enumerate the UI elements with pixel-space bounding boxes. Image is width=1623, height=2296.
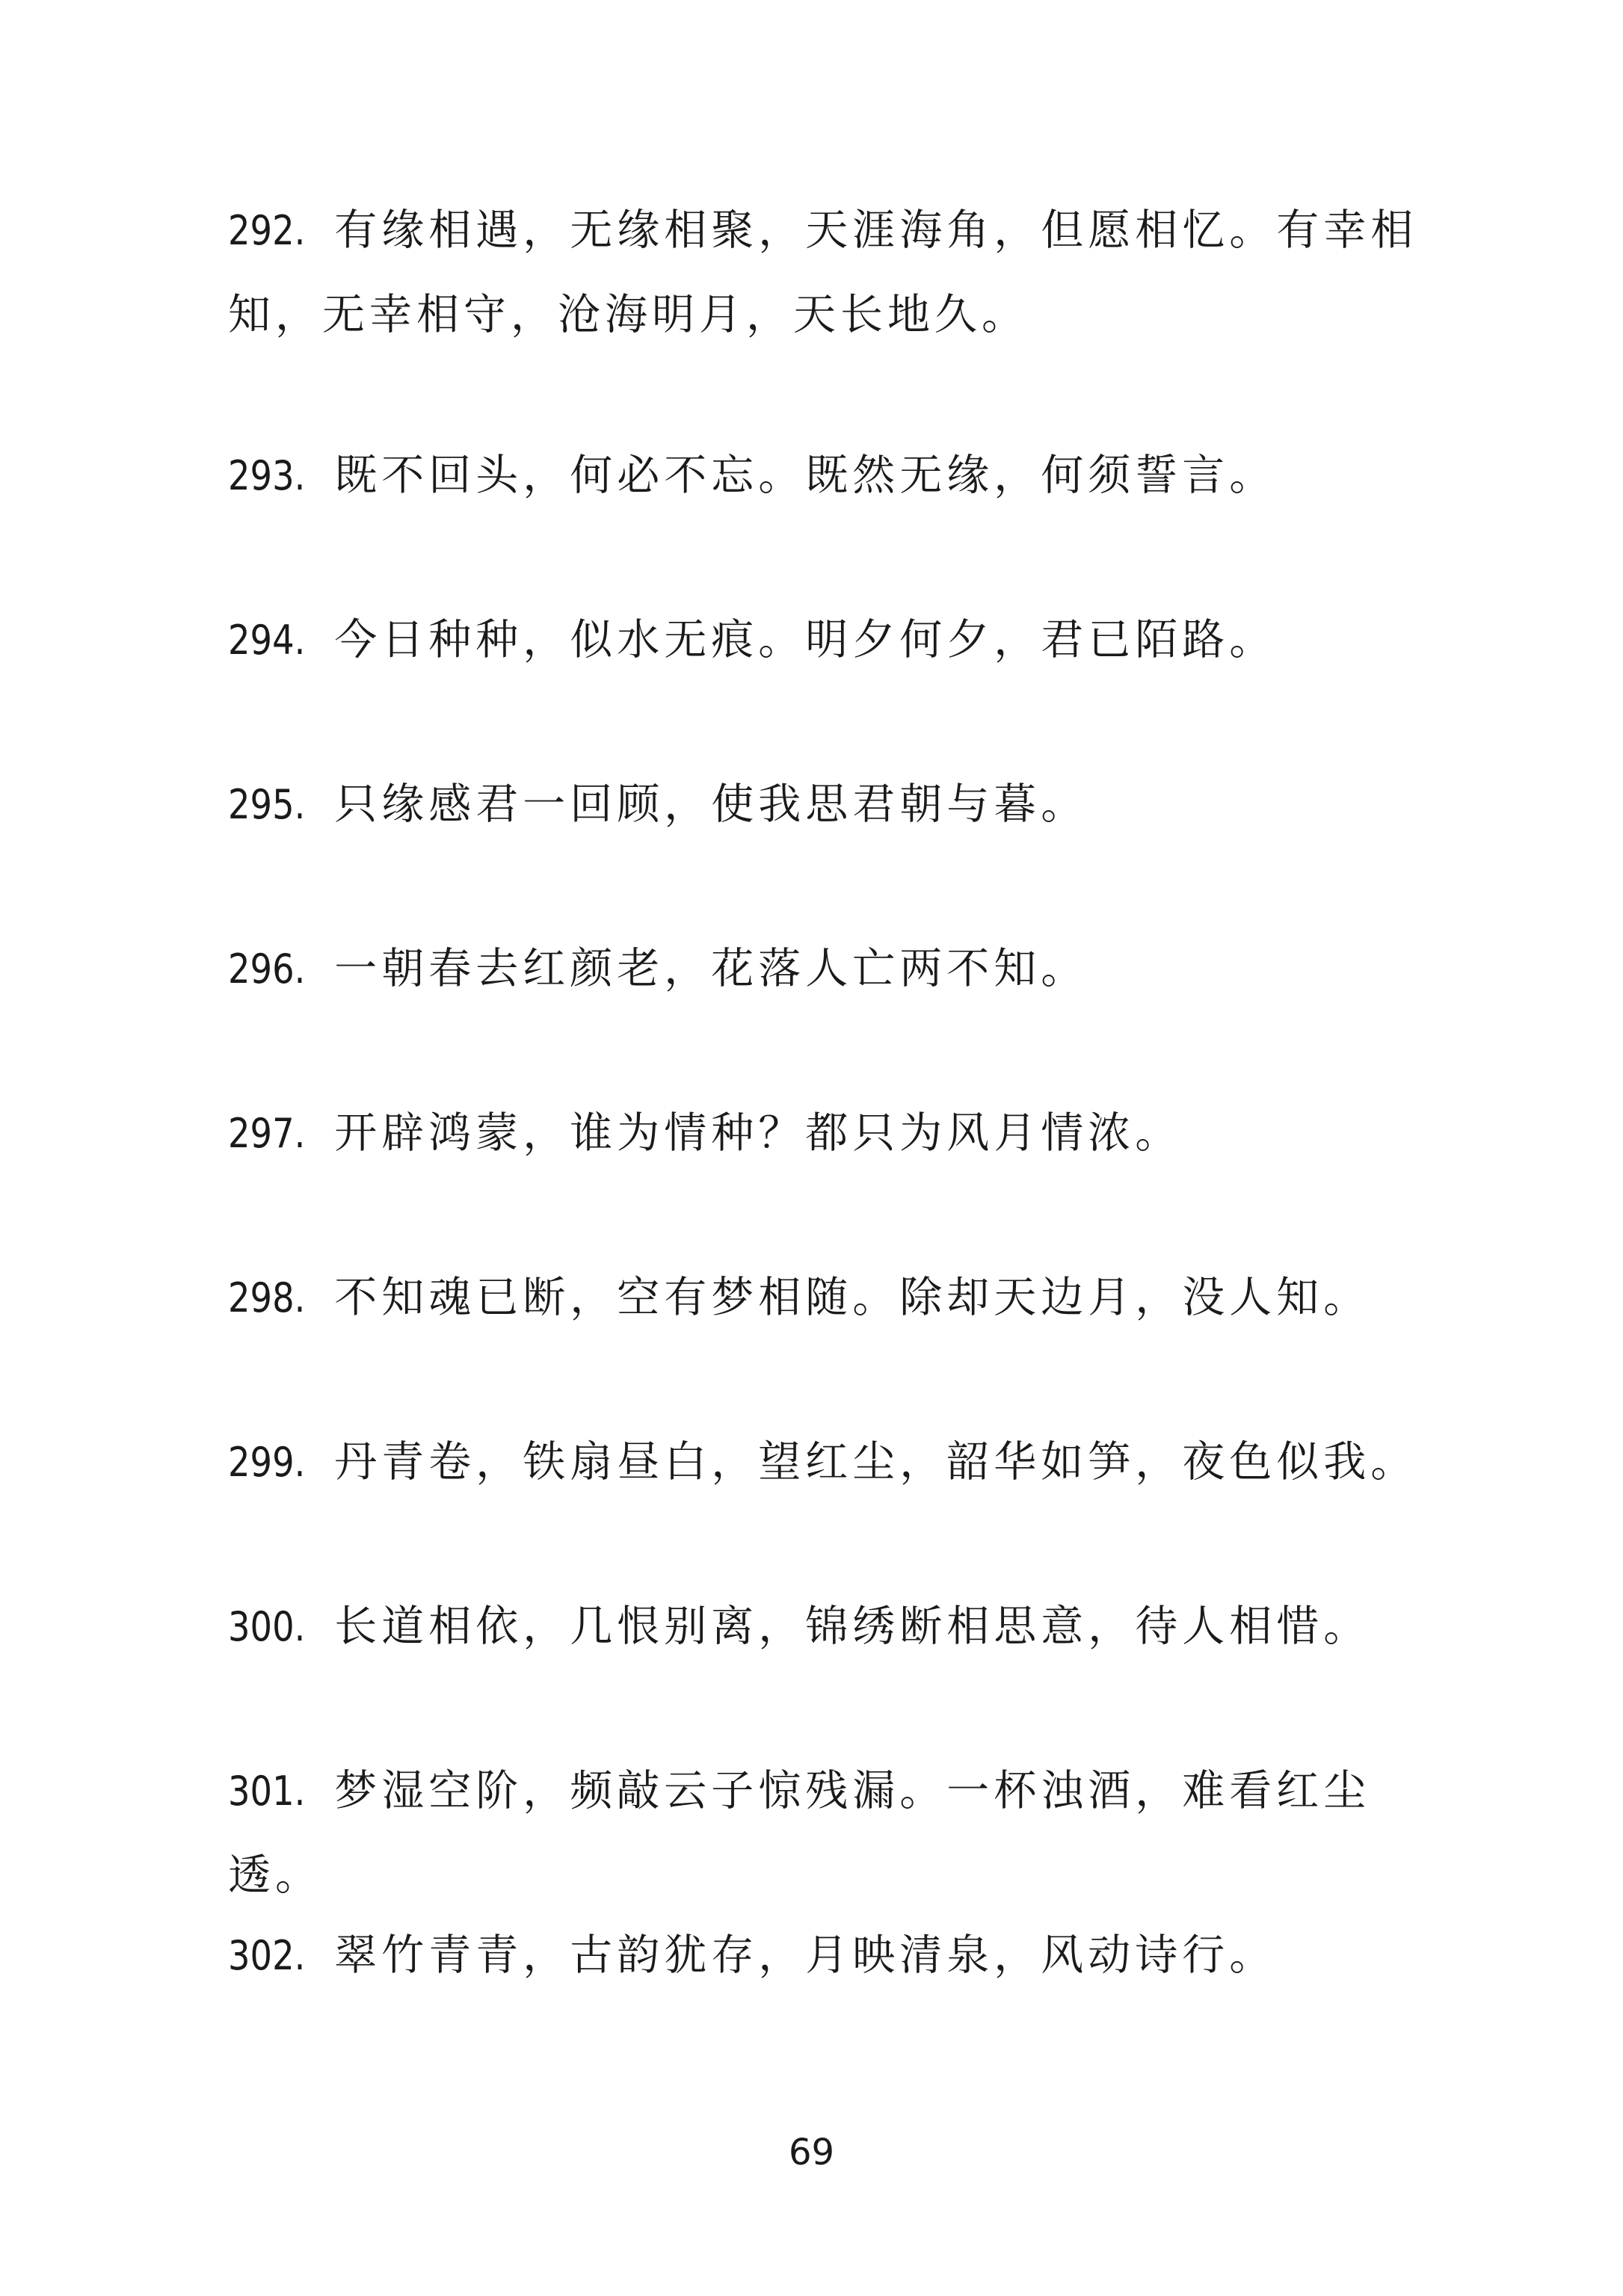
entry-301: [228, 1749, 1424, 1917]
page-number: 69: [788, 2132, 835, 2173]
entry-number: 297.: [228, 1110, 306, 1157]
entry-297: [228, 1091, 1424, 1176]
entry-number: 293.: [228, 452, 306, 499]
entry-292: [228, 188, 1424, 357]
entry-299: [228, 1420, 1424, 1505]
entry-text: 一朝春去红颜老，花落人亡两不知。: [334, 944, 1088, 993]
entry-text: 梦湿空阶，频敲云子惊残漏。一杯浊酒，难看红尘透。: [228, 1766, 1371, 1900]
entry-number: 295.: [228, 781, 306, 828]
entry-295: [228, 762, 1424, 847]
entry-298: [228, 1256, 1424, 1340]
entry-number: 294.: [228, 617, 306, 664]
entry-text: 有缘相遇，无缘相聚，天涯海角，但愿相忆。有幸相知，无幸相守，沧海明月，天长地久。: [228, 206, 1418, 339]
entry-300: [228, 1584, 1424, 1669]
entry-text: 开辟鸿蒙，谁为情种？都只为风月情浓。: [334, 1108, 1183, 1158]
entry-text: 丹青卷，铁扇昼白，望红尘，韶华如笋，夜色似我。: [334, 1437, 1418, 1487]
entry-number: 302.: [228, 1932, 306, 1979]
entry-number: 301.: [228, 1768, 306, 1815]
entry-302: [228, 1913, 1424, 1998]
entry-number: 298.: [228, 1274, 306, 1321]
entry-text: 今日种种，似水无痕。明夕何夕，君已陌路。: [334, 615, 1277, 664]
entry-text: 长道相依，几恨别离，锦绣断相思意，待人相惜。: [334, 1602, 1371, 1651]
entry-293: [228, 433, 1424, 518]
entry-text: 不知魂已断，空有梦相随。除却天边月，没人知。: [334, 1273, 1371, 1322]
entry-296: [228, 927, 1424, 1011]
entry-text: 既不回头，何必不忘。既然无缘，何须誓言。: [334, 451, 1277, 500]
entry-text: 翠竹青青，古韵犹存，月映清泉，风动诗行。: [334, 1931, 1277, 1980]
entry-number: 300.: [228, 1603, 306, 1650]
entry-294: [228, 598, 1424, 682]
entry-text: 只缘感君一回顾，使我思君朝与暮。: [334, 780, 1088, 829]
entry-number: 296.: [228, 945, 306, 993]
entry-number: 299.: [228, 1439, 306, 1486]
entry-number: 292.: [228, 207, 306, 254]
